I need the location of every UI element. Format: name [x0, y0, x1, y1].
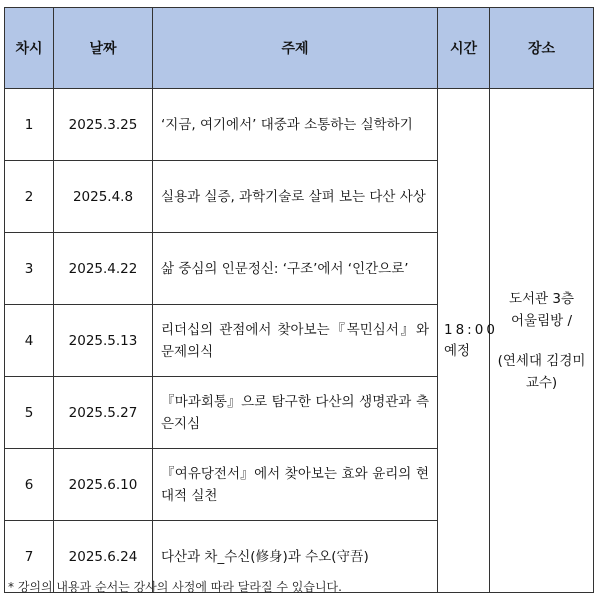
session-topic: 삶 중심의 인문정신: ‘구조’에서 ‘인간으로’ [153, 233, 438, 305]
table-row [5, 89, 594, 161]
header-session: 차시 [5, 8, 54, 89]
session-topic: 실용과 실증, 과학기술로 살펴 보는 다산 사상 [153, 161, 438, 233]
session-date: 2025.6.10 [54, 449, 153, 521]
session-date: 2025.6.24 [54, 521, 153, 593]
place-cell [490, 89, 594, 593]
session-date: 2025.5.27 [54, 377, 153, 449]
session-number: 1 [5, 89, 54, 161]
session-number: 5 [5, 377, 54, 449]
header-topic: 주제 [153, 8, 438, 89]
table-header-row [5, 8, 594, 89]
session-number: 3 [5, 233, 54, 305]
time-cell [438, 89, 498, 593]
session-date: 2025.3.25 [54, 89, 153, 161]
session-number: 6 [5, 449, 54, 521]
session-date: 2025.5.13 [54, 305, 153, 377]
header-date: 날짜 [54, 8, 153, 89]
header-time: 시간 [438, 8, 490, 89]
footnote: * 강의의 내용과 순서는 강사의 사정에 따라 달라질 수 있습니다. [8, 580, 342, 594]
lecture-schedule-table [4, 7, 594, 593]
place-line-2: 어울림방 / [510, 312, 572, 329]
time-note: 예정 [444, 342, 471, 359]
session-topic: 리더십의 관점에서 찾아보는『목민심서』와 문제의식 [153, 305, 438, 377]
session-topic: 다산과 차_수신(修身)과 수오(守吾) [153, 521, 438, 593]
session-number: 4 [5, 305, 54, 377]
session-date: 2025.4.22 [54, 233, 153, 305]
session-topic: ‘지금, 여기에서’ 대중과 소통하는 실학하기 [153, 89, 438, 161]
session-number: 2 [5, 161, 54, 233]
session-topic: 『마과회통』으로 탐구한 다산의 생명관과 측은지심 [153, 377, 438, 449]
time-value: 18:00 [444, 321, 498, 338]
place-line-3: (연세대 김경미 [497, 352, 586, 369]
session-number: 7 [5, 521, 54, 593]
session-topic: 『여유당전서』에서 찾아보는 효와 윤리의 현대적 실천 [153, 449, 438, 521]
header-place: 장소 [490, 8, 594, 89]
session-date: 2025.4.8 [54, 161, 153, 233]
place-line-1: 도서관 3층 [508, 290, 575, 307]
place-line-4: 교수) [525, 374, 558, 391]
